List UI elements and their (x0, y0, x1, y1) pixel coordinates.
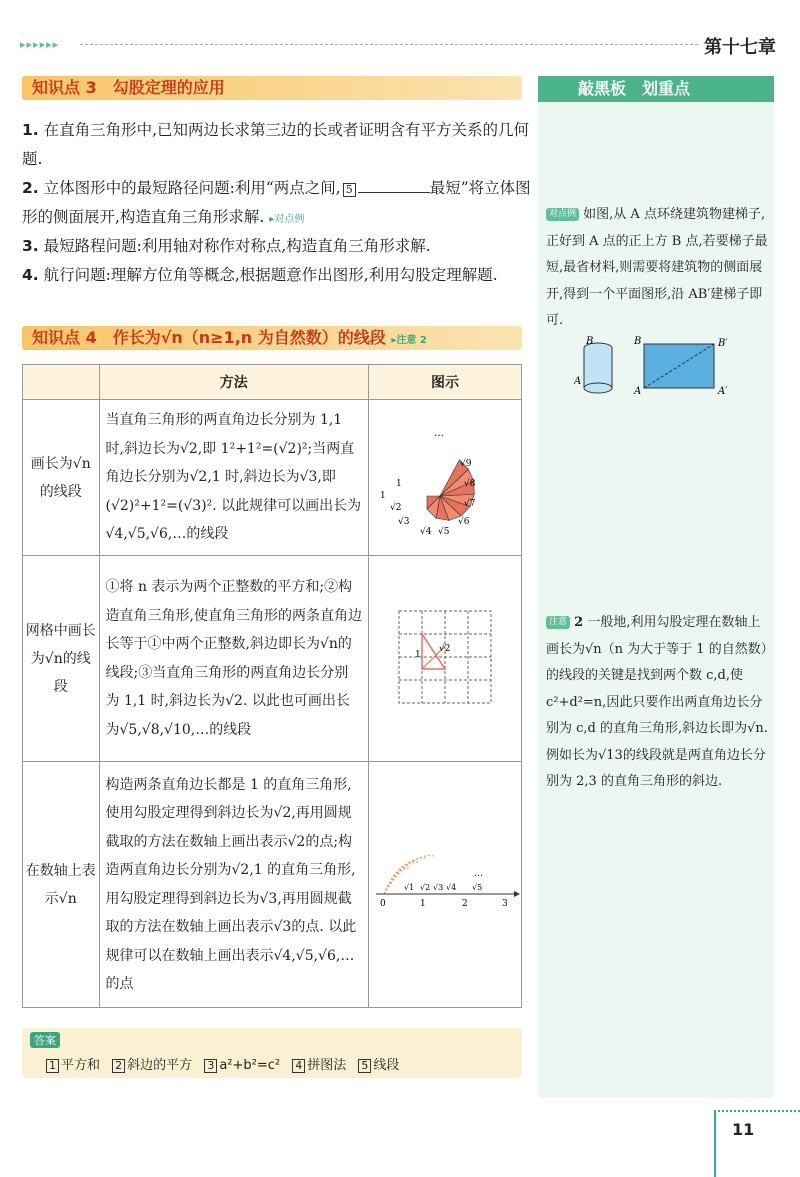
table-row (23, 400, 522, 556)
axis-label: 3 (502, 898, 508, 909)
item-text: 航行问题:理解方位角等概念,根据题意作出图形,利用勾股定理解题. (43, 266, 498, 284)
row-desc: ①将 n 表示为两个正整数的平方和;②构造直角三角形,使直角三角形的两条直角边长等于①中两个正整数,斜边即长为√n的线段;③当直角三角形的两直角边长分别为 1,1 时,斜边长为√2. 以此也可画出长为√5,√8,√10,…的线段 (99, 556, 369, 762)
item-text-pre: 立体图形中的最短路径问题:利用“两点之间, (43, 179, 341, 197)
reference-tag: ▸对点例 (269, 214, 305, 225)
page-number: 11 (732, 1120, 755, 1139)
spiral-label: √6 (458, 516, 470, 527)
spiral-label: √7 (464, 498, 476, 509)
answer-number: 2 (112, 1059, 125, 1073)
axis-label: √1 (404, 882, 415, 892)
spiral-label: √3 (398, 516, 410, 527)
table-header-row (23, 365, 522, 400)
page-corner-line (714, 1110, 716, 1177)
spiral-label: √2 (390, 502, 402, 513)
item-number: 2. (22, 179, 39, 197)
list-item-3 (22, 232, 532, 261)
figure-label: B (634, 336, 642, 347)
list-item-4 (22, 261, 532, 290)
axis-label: √5 (472, 882, 483, 892)
item-number: 1. (22, 121, 39, 139)
figure-label: B′ (718, 338, 728, 349)
methods-table (22, 364, 522, 1008)
axis-label: 0 (380, 898, 386, 909)
answer-text: 斜边的平方 (127, 1058, 193, 1073)
list-item-2 (22, 174, 532, 234)
spiral-label: … (434, 427, 444, 439)
item-text: 在直角三角形中,已知两边长求第三边的长或者证明含有平方关系的几何题. (22, 121, 530, 168)
section-4-title (22, 326, 522, 350)
item-text: 最短路程问题:利用轴对称作对称点,构造直角三角形求解. (43, 237, 431, 255)
row-name: 在数轴上表示√n (23, 762, 100, 1008)
fill-blank (358, 192, 430, 193)
answer-number: 1 (46, 1059, 59, 1073)
number-line-figure (370, 848, 520, 918)
axis-label: 2 (462, 898, 468, 909)
table-row (23, 556, 522, 762)
col-header-figure: 图示 (369, 365, 522, 400)
figure-cell (369, 556, 522, 762)
sidebar-header (538, 76, 774, 102)
attention-note (546, 610, 770, 796)
cylinder-figure (574, 334, 744, 400)
row-desc: 当直角三角形的两直角边长分别为 1,1 时,斜边长为√2,即 1²+1²=(√2)²;当两直角边长分别为√2,1 时,斜边长为√3,即(√2)²+1²=(√3)². 以此规律可以画出长为√4,√5,√6,…的线段 (99, 400, 369, 556)
figure-label: A (574, 376, 582, 387)
example-tag: 对点例 (546, 208, 579, 221)
item-text-post: 最短”将立体图形的侧面展开,构造直角三角形求解. (22, 179, 531, 226)
answer-text: 拼图法 (307, 1058, 347, 1073)
figure-cell (369, 400, 522, 556)
row-desc: 构造两条直角边长都是 1 的直角三角形,使用勾股定理得到斜边长为√2,再用圆规截取的方法在数轴上画出表示√2的点;构造两直角边长分别为√2,1 的直角三角形,用勾股定理得到斜边长为√3,再用圆规截取的方法在数轴上画出表示√3的点. 以此规律可以在数轴上画出表示√4,√5,√6,…的点 (99, 762, 369, 1008)
axis-label: √3 (433, 882, 444, 892)
spiral-label: √5 (438, 526, 450, 537)
spiral-figure (370, 406, 520, 546)
answer-number: 5 (358, 1059, 371, 1073)
grid-figure (395, 607, 495, 707)
item-number: 3. (22, 237, 39, 255)
attention-tag: 注意 (546, 616, 570, 629)
spiral-label: √9 (460, 458, 472, 469)
row-name: 网格中画长为√n的线段 (23, 556, 100, 762)
spiral-label: √4 (420, 526, 432, 537)
col-header-method: 方法 (99, 365, 369, 400)
figure-cell (369, 762, 522, 1008)
example-note (546, 202, 770, 335)
page-corner-line (714, 1110, 800, 1112)
row-name: 画长为√n的线段 (23, 400, 100, 556)
answer-text: 线段 (373, 1058, 400, 1073)
item-number: 4. (22, 266, 39, 284)
axis-label: √4 (446, 882, 457, 892)
figure-label: B (586, 336, 594, 347)
axis-label: 1 (420, 898, 426, 909)
answer-text: a²+b²=c² (219, 1058, 281, 1073)
spiral-label: √8 (464, 478, 476, 489)
attention-text: 一般地,利用勾股定理在数轴上画长为√n（n 为大于等于 1 的自然数）的线段的关键是找到两个数 c,d,使 c²+d²=n,因此只要作出两直角边长分别为 c,d 的直角三角形,斜边长即为√n. 例如长为√13的线段就是两直角边长分别为 2,3 的直角三角形的斜边. (546, 615, 768, 789)
answer-number: 4 (292, 1059, 305, 1073)
note-tag: ▸注意 2 (391, 335, 427, 346)
figure-label: A′ (718, 386, 728, 397)
sidebar-title: 敲黑板 划重点 (578, 79, 691, 98)
attention-number: 2 (574, 615, 584, 630)
grid-label: √2 (439, 643, 451, 654)
answer-number: 3 (204, 1059, 217, 1073)
answers-row (44, 1054, 399, 1073)
axis-label: √2 (420, 882, 431, 892)
answer-box: 5 (343, 183, 356, 197)
example-text: 如图,从 A 点环绕建筑物建梯子,正好到 A 点的正上方 B 点,若要梯子最短,最省材料,则需要将建筑物的侧面展开,得到一个平面图形,沿 AB′建梯子即可. (546, 207, 768, 328)
section-4-title-text: 知识点 4 作长为√n（n≥1,n 为自然数）的线段 (32, 328, 386, 347)
corner-cell (23, 365, 100, 400)
spiral-label: 1 (380, 490, 386, 501)
answer-text: 平方和 (61, 1058, 101, 1073)
header-arrows: ▸▸▸▸▸▸ (20, 38, 60, 51)
header-divider (80, 44, 698, 45)
figure-label: A (634, 386, 642, 397)
list-item-1 (22, 116, 532, 174)
chapter-title: 第十七章 (704, 37, 776, 58)
axis-label: … (474, 868, 483, 879)
grid-label: 1 (415, 649, 421, 660)
answers-tag: 答案 (30, 1032, 60, 1048)
table-row (23, 762, 522, 1008)
spiral-label: 1 (396, 478, 402, 489)
section-3-title: 知识点 3 勾股定理的应用 (22, 76, 522, 100)
